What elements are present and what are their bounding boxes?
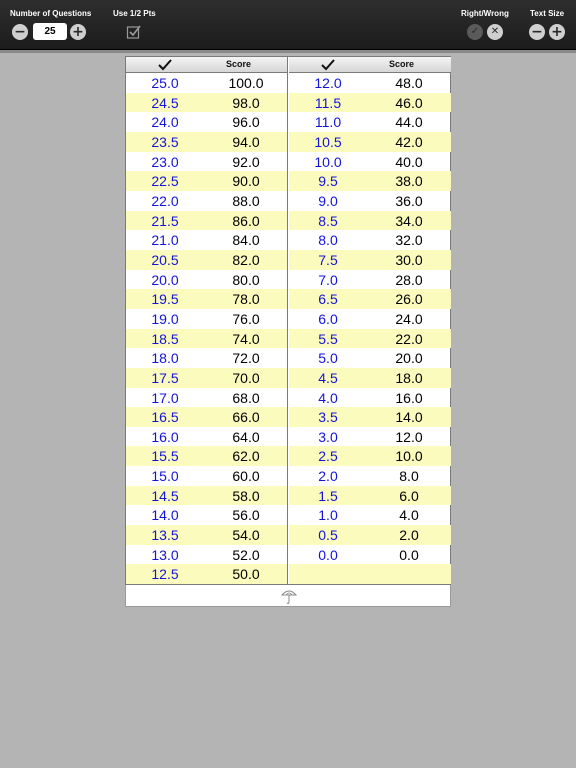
- score-cell: 64.0: [232, 428, 260, 445]
- score-cell: 72.0: [232, 350, 260, 367]
- score-cell: 56.0: [232, 507, 260, 524]
- table-row: [289, 289, 451, 309]
- points-cell: 3.5: [318, 409, 338, 426]
- table-row: [289, 486, 451, 506]
- score-cell: 26.0: [395, 291, 423, 308]
- score-cell: 100.0: [228, 75, 264, 91]
- table-row: [126, 388, 287, 408]
- table-row: [289, 191, 451, 211]
- score-cell: 12.0: [395, 428, 423, 445]
- score-cell: 14.0: [395, 409, 423, 426]
- table-row: [289, 132, 451, 152]
- score-cell: 44.0: [395, 114, 423, 131]
- points-cell: 19.5: [151, 291, 179, 308]
- score-cell: 84.0: [232, 232, 260, 249]
- score-cell: 54.0: [232, 527, 260, 544]
- score-cell: 16.0: [395, 389, 423, 406]
- column-header: [126, 57, 287, 73]
- table-row: [289, 211, 451, 231]
- points-cell: 5.0: [318, 350, 338, 367]
- points-cell: 9.0: [318, 192, 338, 209]
- toolbar: [0, 0, 576, 50]
- score-cell: 46.0: [395, 94, 423, 111]
- score-cell: 70.0: [232, 369, 260, 386]
- points-cell: 2.5: [318, 448, 338, 465]
- score-cell: 92.0: [232, 153, 260, 170]
- score-cell: 68.0: [232, 389, 260, 406]
- score-cell: 10.0: [395, 448, 423, 465]
- table-row: [289, 368, 451, 388]
- points-cell: 0.5: [318, 527, 338, 544]
- table-row: [126, 564, 287, 584]
- points-cell: 22.5: [151, 173, 179, 190]
- column-header: [289, 57, 451, 73]
- table-row: [289, 171, 451, 191]
- table-row: [126, 348, 287, 368]
- table-row: [126, 289, 287, 309]
- table-row: [289, 230, 451, 250]
- text-size-increase-button[interactable]: +: [549, 24, 565, 40]
- table-row: [126, 427, 287, 447]
- score-header: Score: [226, 59, 252, 69]
- points-cell: 4.5: [318, 369, 338, 386]
- decrease-questions-button[interactable]: −: [12, 24, 28, 40]
- score-cell: 98.0: [232, 94, 260, 111]
- score-cell: 32.0: [395, 232, 423, 249]
- score-cell: 90.0: [232, 173, 260, 190]
- points-cell: 1.0: [318, 507, 338, 524]
- table-row: [289, 270, 451, 290]
- points-cell: 7.5: [318, 251, 338, 268]
- points-cell: 12.0: [314, 75, 342, 91]
- table-row: [126, 132, 287, 152]
- points-cell: 15.0: [151, 468, 179, 485]
- table-row: [289, 446, 451, 466]
- table-row: [289, 329, 451, 349]
- half-points-checkbox-icon[interactable]: [126, 24, 142, 40]
- score-cell: 6.0: [399, 487, 419, 504]
- table-row: [289, 525, 451, 545]
- table-row: [126, 152, 287, 172]
- right-button[interactable]: ✓: [467, 24, 483, 40]
- table-row: [126, 466, 287, 486]
- score-cell: 52.0: [232, 546, 260, 563]
- table-row: [126, 486, 287, 506]
- table-footer: [125, 585, 451, 607]
- table-row: [289, 348, 451, 368]
- table-row: [289, 427, 451, 447]
- table-row: [126, 93, 287, 113]
- score-cell: 24.0: [395, 310, 423, 327]
- points-cell: 22.0: [151, 192, 179, 209]
- table-row: [289, 505, 451, 525]
- points-cell: 3.0: [318, 428, 338, 445]
- checkmark-icon: [158, 59, 172, 71]
- table-row: [126, 368, 287, 388]
- score-column-right: [289, 57, 451, 584]
- score-cell: 88.0: [232, 192, 260, 209]
- score-cell: 36.0: [395, 192, 423, 209]
- score-cell: 40.0: [395, 153, 423, 170]
- points-cell: 11.0: [314, 114, 342, 131]
- table-row: [126, 309, 287, 329]
- points-cell: 1.5: [318, 487, 338, 504]
- table-row: [289, 73, 451, 93]
- score-cell: 62.0: [232, 448, 260, 465]
- points-cell: 24.0: [151, 114, 179, 131]
- score-header: Score: [389, 59, 415, 69]
- points-cell: 7.0: [318, 271, 338, 288]
- points-cell: 20.5: [151, 251, 179, 268]
- points-cell: 16.5: [151, 409, 179, 426]
- points-cell: 13.0: [151, 546, 179, 563]
- table-row: [289, 388, 451, 408]
- umbrella-icon[interactable]: [281, 587, 297, 605]
- points-cell: 13.5: [151, 527, 179, 544]
- points-cell: 23.5: [151, 133, 179, 150]
- score-cell: 0.0: [399, 546, 419, 563]
- score-cell: 74.0: [232, 330, 260, 347]
- points-cell: 15.5: [151, 448, 179, 465]
- table-row: [126, 73, 287, 93]
- points-cell: 6.5: [318, 291, 338, 308]
- points-cell: 0.0: [318, 546, 338, 563]
- score-cell: 48.0: [395, 75, 423, 91]
- table-row: [126, 505, 287, 525]
- table-row: [289, 545, 451, 565]
- score-cell: 80.0: [232, 271, 260, 288]
- table-row: [126, 171, 287, 191]
- points-cell: 24.5: [151, 94, 179, 111]
- points-cell: 12.5: [151, 566, 179, 583]
- points-cell: 23.0: [151, 153, 179, 170]
- table-row: [289, 250, 451, 270]
- score-cell: 50.0: [232, 566, 260, 583]
- points-cell: 17.5: [151, 369, 179, 386]
- table-row: [126, 191, 287, 211]
- points-cell: 18.5: [151, 330, 179, 347]
- score-cell: 76.0: [232, 310, 260, 327]
- score-table: [125, 56, 451, 585]
- score-cell: 96.0: [232, 114, 260, 131]
- score-cell: 2.0: [399, 527, 419, 544]
- points-cell: 16.0: [151, 428, 179, 445]
- score-cell: 30.0: [395, 251, 423, 268]
- score-cell: 42.0: [395, 133, 423, 150]
- increase-questions-button[interactable]: +: [70, 24, 86, 40]
- right-wrong-label: Right/Wrong: [461, 9, 509, 18]
- table-row: [126, 230, 287, 250]
- score-cell: 22.0: [395, 330, 423, 347]
- score-cell: 60.0: [232, 468, 260, 485]
- table-row: [289, 466, 451, 486]
- score-cell: 58.0: [232, 487, 260, 504]
- score-cell: 4.0: [399, 507, 419, 524]
- text-size-decrease-button[interactable]: −: [529, 24, 545, 40]
- points-cell: 8.0: [318, 232, 338, 249]
- points-cell: 11.5: [314, 94, 342, 111]
- points-cell: 25.0: [151, 75, 179, 91]
- table-row: [289, 152, 451, 172]
- score-cell: 20.0: [395, 350, 423, 367]
- table-row: [126, 211, 287, 231]
- toolbar-shadow: [0, 50, 576, 53]
- points-cell: 21.0: [151, 232, 179, 249]
- points-cell: 21.5: [151, 212, 179, 229]
- table-row: [289, 112, 451, 132]
- points-cell: 18.0: [151, 350, 179, 367]
- wrong-button[interactable]: ✕: [487, 24, 503, 40]
- points-cell: 20.0: [151, 271, 179, 288]
- score-cell: 86.0: [232, 212, 260, 229]
- num-questions-label: Number of Questions: [10, 9, 92, 18]
- points-cell: 19.0: [151, 310, 179, 327]
- table-row: [126, 525, 287, 545]
- points-cell: 10.0: [314, 153, 342, 170]
- rows-left: [126, 73, 287, 584]
- points-cell: 9.5: [318, 173, 338, 190]
- score-cell: 8.0: [399, 468, 419, 485]
- table-row: [126, 407, 287, 427]
- table-row: [126, 250, 287, 270]
- table-row: [289, 309, 451, 329]
- table-row: [289, 93, 451, 113]
- score-cell: 34.0: [395, 212, 423, 229]
- score-column-left: [126, 57, 288, 584]
- table-row: [289, 564, 451, 584]
- points-cell: 17.0: [151, 389, 179, 406]
- points-cell: 14.0: [151, 507, 179, 524]
- text-size-label: Text Size: [530, 9, 565, 18]
- points-cell: 14.5: [151, 487, 179, 504]
- checkmark-icon: [321, 59, 335, 71]
- score-cell: 28.0: [395, 271, 423, 288]
- table-row: [126, 329, 287, 349]
- score-cell: 18.0: [395, 369, 423, 386]
- table-row: [126, 545, 287, 565]
- table-row: [126, 270, 287, 290]
- table-row: [289, 407, 451, 427]
- score-cell: 78.0: [232, 291, 260, 308]
- table-row: [126, 446, 287, 466]
- score-cell: 38.0: [395, 173, 423, 190]
- points-cell: 4.0: [318, 389, 338, 406]
- score-cell: 82.0: [232, 251, 260, 268]
- points-cell: 2.0: [318, 468, 338, 485]
- points-cell: 10.5: [314, 133, 342, 150]
- half-points-label: Use 1/2 Pts: [113, 9, 156, 18]
- score-cell: 66.0: [232, 409, 260, 426]
- table-row: [126, 112, 287, 132]
- score-cell: 94.0: [232, 133, 260, 150]
- points-cell: 6.0: [318, 310, 338, 327]
- rows-right: [289, 73, 451, 584]
- num-questions-field[interactable]: 25: [33, 23, 67, 40]
- points-cell: 8.5: [318, 212, 338, 229]
- points-cell: 5.5: [318, 330, 338, 347]
